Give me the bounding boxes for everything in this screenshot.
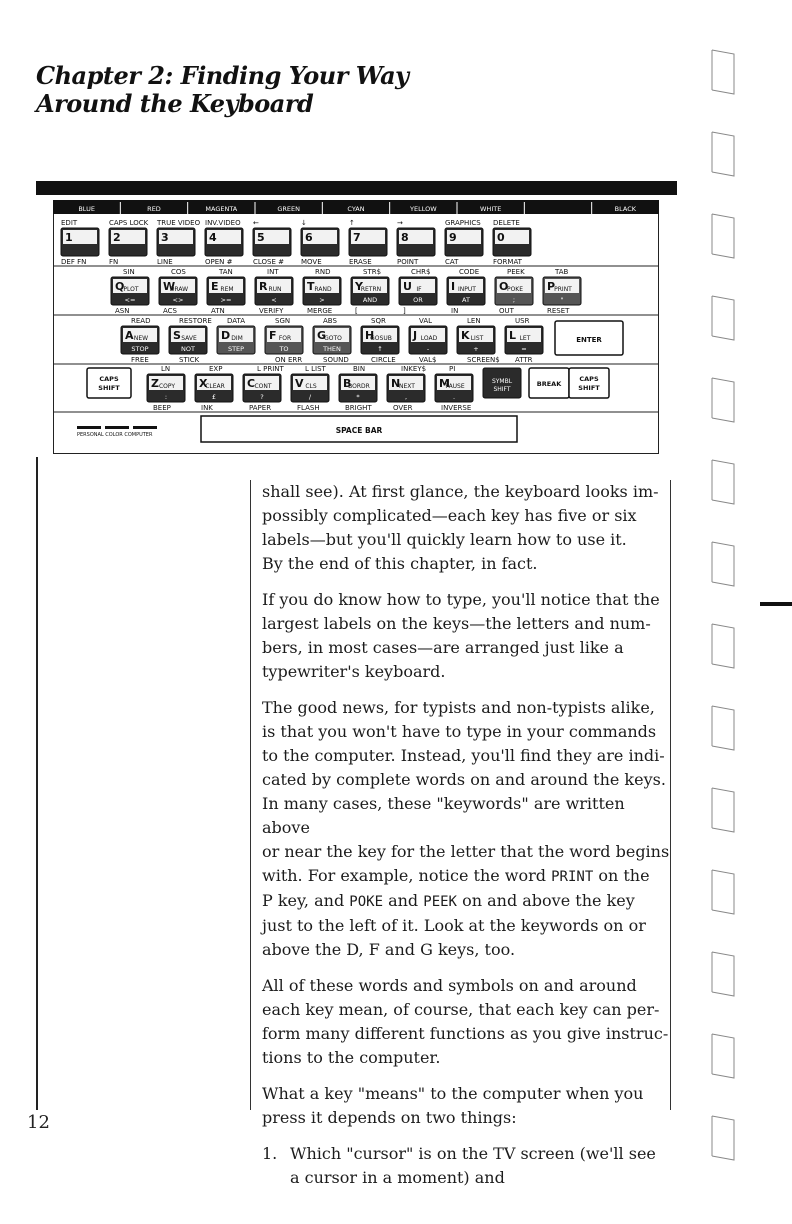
key-letter: A xyxy=(125,329,134,342)
header-black-bar xyxy=(36,181,677,195)
key-letter: P xyxy=(547,280,556,293)
row4-top-label: EXP xyxy=(209,365,223,373)
row3-bottom-label: ON ERR xyxy=(275,356,303,364)
row1-bottom-label: FN xyxy=(109,258,119,266)
body-text-column xyxy=(262,480,672,1190)
para5-line: press it depends on two things: xyxy=(262,1108,517,1127)
color-label-blue: BLUE xyxy=(78,205,95,213)
key-word: NEXT xyxy=(399,383,415,390)
row4-bottom-label: OVER xyxy=(393,404,413,412)
key-word: CLS xyxy=(305,383,317,390)
para1-line: shall see). At first glance, the keyboard looks im- xyxy=(262,482,659,501)
key-letter: J xyxy=(413,329,418,342)
key-symbol: AT xyxy=(462,296,470,304)
row3-bottom-label: SOUND xyxy=(323,356,349,364)
list-item1-line: a cursor in a moment) and xyxy=(290,1168,505,1187)
row1-top-label: DELETE xyxy=(493,219,520,227)
row3-top-label: RESTORE xyxy=(179,317,212,325)
key-word: LOAD xyxy=(420,335,438,342)
row2-bottom-label: MERGE xyxy=(307,307,333,315)
para3-line: The good news, for typists and non-typists alike, xyxy=(262,698,655,717)
row4-bottom-label: FLASH xyxy=(297,404,320,412)
row4-top-label: L LIST xyxy=(305,365,326,373)
row1-top-label: ↓ xyxy=(301,219,307,227)
para3-line7: with. For example, notice the word PRINT on the xyxy=(262,866,650,885)
para3-line: or near the key for the letter that the word begins xyxy=(262,842,670,861)
binding-mark xyxy=(712,706,734,750)
key-symbol: ↑ xyxy=(377,345,383,353)
binding-mark xyxy=(712,460,734,504)
key-letter: I xyxy=(451,280,456,293)
binding-mark xyxy=(712,542,734,586)
row3-top-label: ABS xyxy=(323,317,337,325)
key-word: RETRN xyxy=(360,286,382,293)
paragraph-1 xyxy=(262,480,672,576)
key-word: SAVE xyxy=(181,335,197,342)
row1-bottom-label: MOVE xyxy=(301,258,322,266)
brand-label: PERSONAL COLOR COMPUTER xyxy=(77,432,153,438)
brand-stripe xyxy=(105,426,129,429)
key-letter: B xyxy=(343,377,352,390)
key-letter: O xyxy=(499,280,509,293)
binding-mark xyxy=(712,296,734,340)
brand-stripe xyxy=(77,426,101,429)
space-bar-label: SPACE BAR xyxy=(335,426,383,435)
key-letter: 6 xyxy=(305,231,313,244)
para3-line: just to the left of it. Look at the keywords on or xyxy=(262,916,646,935)
row4-top-label: BIN xyxy=(353,365,366,373)
key-symbol: . xyxy=(452,393,456,401)
row1-bottom-label: OPEN # xyxy=(205,258,233,266)
row2-top-label: RND xyxy=(315,268,331,276)
row4-bottom-label: INVERSE xyxy=(441,404,472,412)
key-symbol: NOT xyxy=(181,345,195,353)
key-symbol: OR xyxy=(413,296,423,304)
row1-top-label: CAPS LOCK xyxy=(109,219,149,227)
row2-bottom-label: [ xyxy=(355,307,358,315)
para5-line: What a key "means" to the computer when you xyxy=(262,1084,644,1103)
para1-line: labels—but you'll quickly learn how to use it. xyxy=(262,530,627,549)
key-letter: N xyxy=(391,377,401,390)
caps-shift-key xyxy=(87,368,131,398)
key-symbol: STOP xyxy=(131,345,149,353)
chapter-title-line2: Around the Keyboard xyxy=(36,89,314,118)
row4-bottom-label: BEEP xyxy=(153,404,171,412)
para2-line: bers, in most cases—are arranged just like a xyxy=(262,638,624,657)
row1-top-label: EDIT xyxy=(61,219,78,227)
row2-top-label: TAN xyxy=(219,268,233,276)
key-word: RAND xyxy=(314,286,332,293)
symbol-shift-label: SHIFT xyxy=(493,386,511,393)
key-letter: S xyxy=(173,329,181,342)
key-word: INPUT xyxy=(458,286,476,293)
row1-top-label: → xyxy=(397,219,403,227)
binding-mark xyxy=(712,214,734,258)
key-word: REM xyxy=(220,286,234,293)
key-word: PRINT xyxy=(554,286,572,293)
row2-bottom-label: VERIFY xyxy=(259,307,284,315)
key-letter: T xyxy=(307,280,315,293)
color-label-cyan: CYAN xyxy=(347,205,365,213)
break-key-label: BREAK xyxy=(536,380,562,388)
row3-top-label: DATA xyxy=(227,317,246,325)
para4-line: form many different functions as you give instruc- xyxy=(262,1024,669,1043)
key-symbol: ? xyxy=(260,393,264,401)
key-letter: R xyxy=(259,280,268,293)
para3-line: is that you won't have to type in your commands xyxy=(262,722,657,741)
row2-bottom-label: RESET xyxy=(547,307,570,315)
row2-bottom-label: ACS xyxy=(163,307,177,315)
row1-top-label: INV.VIDEO xyxy=(205,219,241,227)
para2-line: If you do know how to type, you'll notice that the xyxy=(262,590,660,609)
row2-top-label: COS xyxy=(171,268,186,276)
row3-top-label: USR xyxy=(515,317,530,325)
list-number: 1. xyxy=(262,1144,278,1163)
key-word: LET xyxy=(519,335,531,342)
brand-stripe xyxy=(133,426,157,429)
row1-bottom-label: ERASE xyxy=(349,258,372,266)
key-symbol: - xyxy=(426,345,430,353)
key-letter: 3 xyxy=(161,231,169,244)
key-letter: 5 xyxy=(257,231,265,244)
page-number: 12 xyxy=(27,1112,50,1133)
binding-mark xyxy=(712,788,734,832)
caps-shift-right-key xyxy=(569,368,609,398)
binding-mark xyxy=(712,952,734,996)
chapter-title xyxy=(36,62,409,118)
key-word: DRAW xyxy=(169,286,189,293)
row2-top-label: PEEK xyxy=(507,268,525,276)
row1-bottom-label: CAT xyxy=(445,258,459,266)
key-symbol: TO xyxy=(279,345,289,353)
row1-bottom-label: FORMAT xyxy=(493,258,522,266)
row3-bottom-label: FREE xyxy=(131,356,149,364)
symbol-shift-label: SYMBL xyxy=(491,378,513,385)
row2-bottom-label: ATN xyxy=(211,307,225,315)
row2-bottom-label: IN xyxy=(451,307,459,315)
row3-bottom-label: CIRCLE xyxy=(371,356,396,364)
para4-line: each key mean, of course, that each key can per- xyxy=(262,1000,660,1019)
key-word: RUN xyxy=(268,286,282,293)
key-symbol: + xyxy=(473,345,479,353)
key-symbol: = xyxy=(521,345,527,353)
caps-shift-right-label: SHIFT xyxy=(578,384,600,392)
key-word: CLEAR xyxy=(205,383,225,390)
paragraph-4 xyxy=(262,974,672,1070)
row1-top-label: GRAPHICS xyxy=(445,219,481,227)
color-label-red: RED xyxy=(147,205,161,213)
binding-mark xyxy=(712,378,734,422)
key-letter: D xyxy=(221,329,231,342)
para3-line: above the D, F and G keys, too. xyxy=(262,940,516,959)
row2-bottom-label: ASN xyxy=(115,307,130,315)
binding-mark xyxy=(712,1034,734,1078)
key-symbol: <> xyxy=(172,296,184,304)
key-symbol: THEN xyxy=(323,345,341,353)
keyboard-diagram xyxy=(53,200,659,454)
row1-bottom-label: CLOSE # xyxy=(253,258,285,266)
key-symbol: , xyxy=(404,393,408,401)
binding-mark xyxy=(712,1116,734,1160)
row4-top-label: INKEY$ xyxy=(401,365,427,373)
key-word: PAUSE xyxy=(445,383,465,390)
key-symbol: £ xyxy=(211,393,217,401)
key-symbol: > xyxy=(319,296,325,304)
color-label-yellow: YELLOW xyxy=(410,205,437,213)
key-letter: 0 xyxy=(497,231,505,244)
row4-top-label: L PRINT xyxy=(257,365,284,373)
key-word: FOR xyxy=(278,335,292,342)
key-symbol: / xyxy=(308,393,312,401)
row2-top-label: TAB xyxy=(555,268,569,276)
caps-shift-label: SHIFT xyxy=(98,384,120,392)
key-letter: Z xyxy=(151,377,159,390)
keyword-peek: PEEK xyxy=(423,894,457,910)
row2-top-label: CHR$ xyxy=(411,268,431,276)
key-word: LIST xyxy=(470,335,484,342)
key-letter: U xyxy=(403,280,412,293)
row3-bottom-label: VAL$ xyxy=(419,356,437,364)
key-letter: M xyxy=(439,377,450,390)
key-letter: Q xyxy=(115,280,125,293)
key-symbol: < xyxy=(271,296,277,304)
row4-bottom-label: INK xyxy=(201,404,213,412)
key-letter: 7 xyxy=(353,231,361,244)
caps-shift-label: CAPS xyxy=(99,375,119,383)
row4-bottom-label: BRIGHT xyxy=(345,404,372,412)
para4-line: tions to the computer. xyxy=(262,1048,441,1067)
key-letter: F xyxy=(269,329,277,342)
binding-mark xyxy=(712,132,734,176)
row2-top-label: SIN xyxy=(123,268,135,276)
row3-bottom-label: STICK xyxy=(179,356,200,364)
key-symbol: <= xyxy=(124,296,136,304)
para2-line: typewriter's keyboard. xyxy=(262,662,446,681)
binding-mark xyxy=(712,624,734,668)
row3-bottom-label: ATTR xyxy=(515,356,533,364)
caps-shift-right-label: CAPS xyxy=(579,375,599,383)
keyword-print: PRINT xyxy=(551,869,594,885)
binding-marks-group xyxy=(712,50,734,1160)
row3-top-label: SGN xyxy=(275,317,291,325)
para2-line: largest labels on the keys—the letters and num- xyxy=(262,614,651,633)
key-word: DIM xyxy=(231,335,243,342)
para3-line: to the computer. Instead, you'll find they are indi- xyxy=(262,746,665,765)
color-label-white: WHITE xyxy=(480,205,502,213)
para4-line: All of these words and symbols on and around xyxy=(262,976,637,995)
key-word: PLOT xyxy=(123,286,139,293)
column-left-rule xyxy=(250,480,251,1110)
key-letter: W xyxy=(163,280,176,293)
para1-line: possibly complicated—each key has five or six xyxy=(262,506,637,525)
para3-line8: P key, and POKE and PEEK on and above the key xyxy=(262,891,635,910)
color-label-black: BLACK xyxy=(614,205,637,213)
key-letter: K xyxy=(461,329,470,342)
chapter-title-line1: Chapter 2: Finding Your Way xyxy=(36,61,409,90)
keyword-poke: POKE xyxy=(349,894,383,910)
key-letter: E xyxy=(211,280,219,293)
key-symbol: : xyxy=(164,393,168,401)
list-item-1 xyxy=(262,1142,672,1190)
row2-bottom-label: ] xyxy=(403,307,406,315)
key-symbol: AND xyxy=(362,296,378,304)
key-letter: 8 xyxy=(401,231,409,244)
paragraph-3 xyxy=(262,696,672,962)
key-symbol: * xyxy=(356,393,360,401)
key-letter: 4 xyxy=(209,231,217,244)
key-letter: C xyxy=(247,377,256,390)
row2-top-label: INT xyxy=(267,268,279,276)
key-word: CONT xyxy=(254,383,272,390)
list-item-text xyxy=(290,1142,656,1190)
key-word: BORDR xyxy=(348,383,370,390)
paragraph-2 xyxy=(262,588,672,684)
para1-line: By the end of this chapter, in fact. xyxy=(262,554,538,573)
paragraph-5 xyxy=(262,1082,672,1130)
page-left-rule xyxy=(36,457,38,1110)
row2-top-label: CODE xyxy=(459,268,480,276)
row3-top-label: VAL xyxy=(419,317,433,325)
key-word: IF xyxy=(416,286,422,293)
row4-top-label: LN xyxy=(161,365,171,373)
key-symbol: >= xyxy=(220,296,232,304)
row3-top-label: READ xyxy=(131,317,151,325)
row4-bottom-label: PAPER xyxy=(249,404,272,412)
row1-bottom-label: POINT xyxy=(397,258,419,266)
key-letter: G xyxy=(317,329,327,342)
para3-line: In many cases, these "keywords" are written above xyxy=(262,794,625,837)
para3-line: cated by complete words on and around the keys. xyxy=(262,770,666,789)
color-label-magenta: MAGENTA xyxy=(205,205,238,213)
key-word: NEW xyxy=(133,335,149,342)
key-symbol: STEP xyxy=(227,345,245,353)
key-letter: 1 xyxy=(65,231,73,244)
margin-binding-marks xyxy=(700,40,792,1190)
key-word: GOSUB xyxy=(370,335,392,342)
key-symbol: " xyxy=(560,296,564,304)
row4-top-label: PI xyxy=(449,365,456,373)
key-word: COPY xyxy=(158,383,176,390)
key-symbol: ; xyxy=(512,296,516,304)
row1-top-label: TRUE VIDEO xyxy=(157,219,201,227)
list-item1-line: Which "cursor" is on the TV screen (we'll see xyxy=(290,1144,656,1163)
key-letter: 2 xyxy=(113,231,121,244)
color-label-green: GREEN xyxy=(277,205,300,213)
row2-bottom-label: OUT xyxy=(499,307,514,315)
key-letter: 9 xyxy=(449,231,457,244)
row1-bottom-label: DEF FN xyxy=(61,258,87,266)
key-letter: L xyxy=(509,329,517,342)
key-letter: Y xyxy=(355,280,363,293)
binding-mark xyxy=(712,50,734,94)
row1-top-label: ← xyxy=(253,219,259,227)
key-word: GOTO xyxy=(324,335,342,342)
key-letter: X xyxy=(199,377,208,390)
row1-bottom-label: LINE xyxy=(157,258,173,266)
binding-mark xyxy=(712,870,734,914)
enter-key-label: ENTER xyxy=(576,336,602,344)
page-edge-tab xyxy=(760,602,792,606)
row3-top-label: LEN xyxy=(467,317,481,325)
row2-top-label: STR$ xyxy=(363,268,382,276)
row3-top-label: SQR xyxy=(371,317,386,325)
key-letter: H xyxy=(365,329,375,342)
key-letter: V xyxy=(295,377,304,390)
row3-bottom-label: SCREEN$ xyxy=(467,356,500,364)
key-word: POKE xyxy=(506,286,524,293)
row1-top-label: ↑ xyxy=(349,219,355,227)
